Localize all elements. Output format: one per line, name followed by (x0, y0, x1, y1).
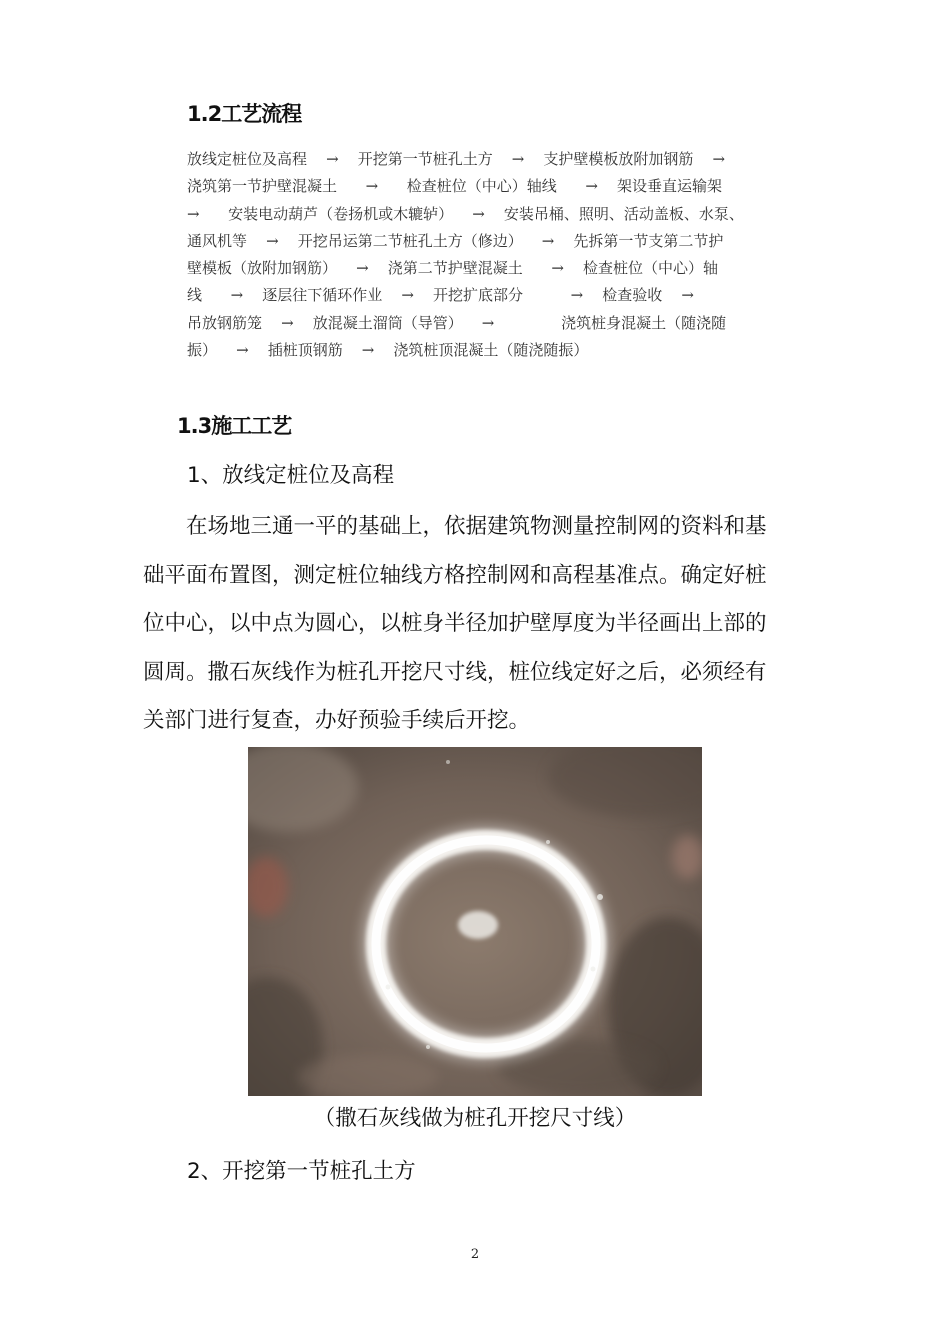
paragraph-line: 在场地三通一平的基础上，依据建筑物测量控制网的资料和基 (143, 514, 767, 539)
process-flow-line: 吊放钢筋笼 → 放混凝土溜筒（导管） → 浇筑桩身混凝土（随浇随 (187, 313, 727, 332)
process-flow-line: 壁模板（放附加钢筋） → 浇第二节护壁混凝土 → 检查桩位（中心）轴 (187, 259, 718, 278)
step-title-excavation: 2、开挖第一节桩孔土方 (187, 1159, 416, 1184)
paragraph-line: 关部门进行复查，办好预验手续后开挖。 (143, 708, 531, 733)
process-flow-text (187, 146, 812, 364)
process-flow-line: 线 → 逐层往下循环作业 → 开挖扩底部分 → 检查验收 → (187, 286, 694, 305)
process-flow-line: 放线定桩位及高程 → 开挖第一节桩孔土方 → 支护壁模板放附加钢筋 → (187, 150, 726, 168)
figure-caption: （撒石灰线做为桩孔开挖尺寸线） (313, 1106, 637, 1131)
lime-circle-photo (248, 747, 702, 1096)
paragraph-line: 位中心，以中点为圆心，以桩身半径加护壁厚度为半径画出上部的 (143, 611, 767, 636)
step-title-setting-out: 1、放线定桩位及高程 (187, 463, 395, 488)
section-heading-process-flow: 1.2工艺流程 (187, 102, 302, 126)
process-flow-line: 浇筑第一节护壁混凝土 → 检查桩位（中心）轴线 → 架设垂直运输架 (187, 177, 723, 196)
section-heading-construction-process: 1.3施工工艺 (177, 414, 292, 438)
process-flow-line: 振） → 插桩顶钢筋 → 浇筑桩顶混凝土（随浇随振） (187, 341, 589, 360)
page-number: 2 (470, 1247, 480, 1262)
paragraph-line: 础平面布置图，测定桩位轴线方格控制网和高程基准点。确定好桩 (143, 562, 767, 588)
step1-paragraph (143, 503, 803, 746)
process-flow-line: → 安装电动葫芦（卷扬机或木辘轳） → 安装吊桶、照明、活动盖板、水泵、 (187, 204, 744, 223)
paragraph-line: 圆周。撒石灰线作为桩孔开挖尺寸线，桩位线定好之后，必须经有 (143, 659, 767, 685)
process-flow-line: 通风机等 → 开挖吊运第二节桩孔土方（修边） → 先拆第一节支第二节护 (187, 231, 724, 250)
